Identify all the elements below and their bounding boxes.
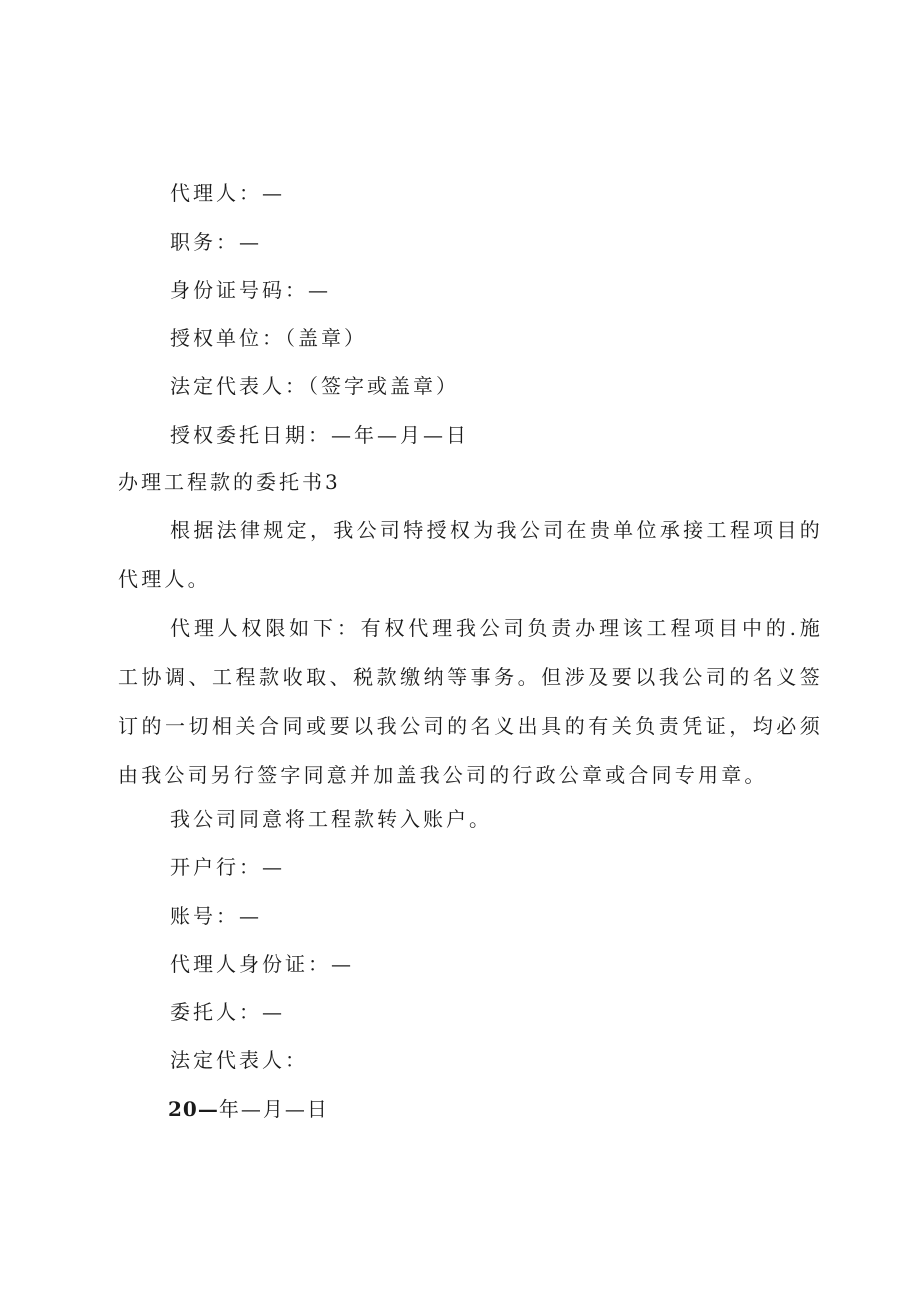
id-number-line: 身份证号码：— [170,278,331,302]
agent-line: 代理人：— [170,181,285,205]
position-line: 职务：— [170,230,262,254]
section-heading: 办理工程款的委托书3 [118,470,341,494]
signing-date-year: 20— [168,1097,219,1121]
paragraph-authorization: 根据法律规定，我公司特授权为我公司在贵单位承接工程项目的代理人。 [118,518,823,591]
legal-representative-line: 法定代表人：（签字或盖章） [170,374,459,398]
signing-date-month-day: 年—月—日 [218,1097,329,1121]
agent-id-line: 代理人身份证：— [170,952,354,976]
paragraph-agent-scope: 代理人权限如下：有权代理我公司负责办理该工程项目中的.施工协调、工程款收取、税款缴纳等事务。但涉及要以我公司的名义签订的一切相关合同或要以我公司的名义出具的有关负责凭证，均必须由我公司另行签字同意并加盖我公司的行政公章或合同专用章。 [118,616,823,787]
authorization-date-line: 授权委托日期：—年—月—日 [170,423,469,447]
authorizing-unit-line: 授权单位：（盖章） [170,326,367,350]
account-line: 账号：— [170,904,262,928]
signing-date-line [168,1096,329,1122]
bank-line: 开户行：— [170,855,285,879]
legal-representative-signature-line: 法定代表人： [170,1048,308,1072]
principal-line: 委托人：— [170,1000,285,1024]
consent-line: 我公司同意将工程款转入账户。 [170,807,492,831]
